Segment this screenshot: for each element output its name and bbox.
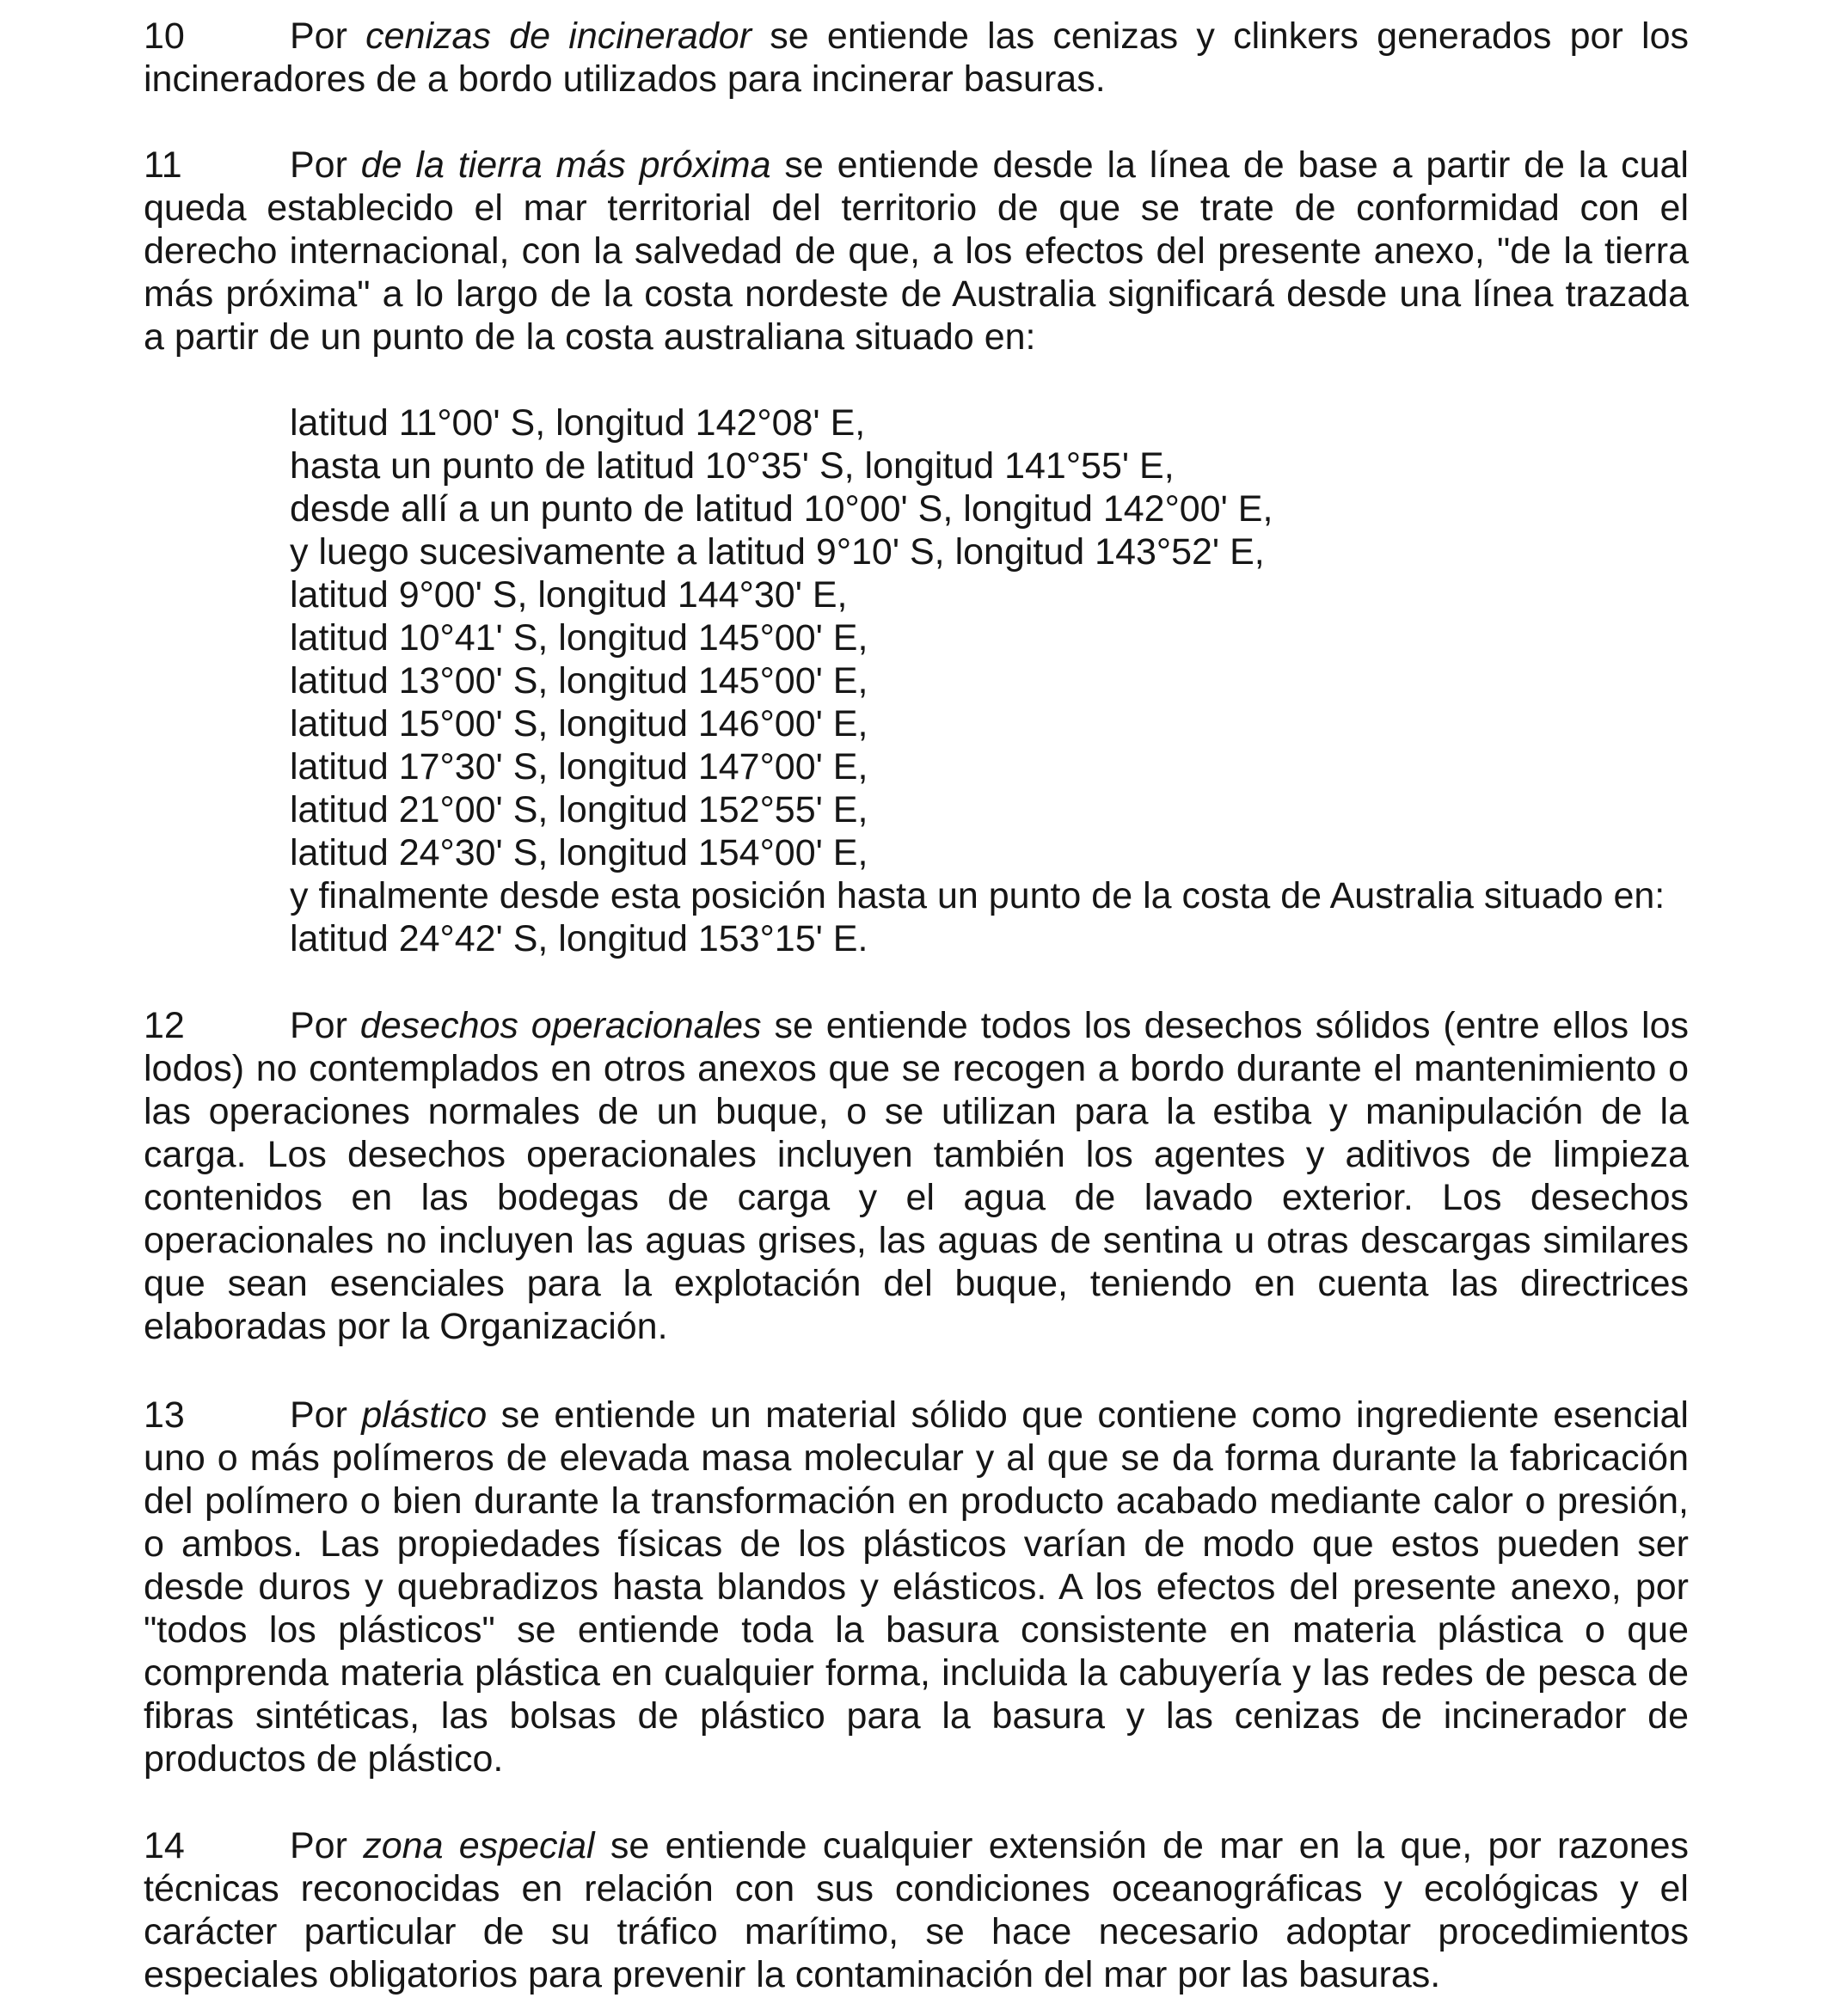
coordinate-line: latitud 21°00' S, longitud 152°55' E, bbox=[290, 789, 868, 830]
coordinate-line: latitud 11°00' S, longitud 142°08' E, bbox=[290, 402, 866, 444]
defined-term: cenizas de incinerador bbox=[365, 15, 752, 57]
paragraph-text bbox=[144, 1394, 1689, 1780]
coordinate-line: hasta un punto de latitud 10°35' S, longitud 141°55' E, bbox=[290, 445, 1175, 487]
coordinate-list bbox=[290, 401, 1700, 960]
coordinate-line: y luego sucesivamente a latitud 9°10' S, longitud 143°52' E, bbox=[290, 531, 1265, 573]
coordinate-line: desde allí a un punto de latitud 10°00' S, longitud 142°00' E, bbox=[290, 488, 1273, 530]
paragraph-lead: Por bbox=[290, 1825, 364, 1866]
paragraph-text bbox=[144, 15, 1689, 101]
coordinate-line: latitud 17°30' S, longitud 147°00' E, bbox=[290, 746, 868, 787]
paragraph-text bbox=[144, 144, 1689, 358]
definition-12 bbox=[144, 1004, 1689, 1348]
coordinate-line: latitud 9°00' S, longitud 144°30' E, bbox=[290, 574, 848, 616]
coordinate-line: latitud 10°41' S, longitud 145°00' E, bbox=[290, 617, 868, 659]
paragraph-number: 11 bbox=[144, 144, 182, 186]
paragraph-body: se entiende desde la línea de base a partir de la cual queda establecido el mar territorial del territorio de que se trate de conformidad con el derecho internacional, con la salvedad de que, a los efectos del presente anexo, "de la tierra más próxima" a lo largo de la costa nordeste de Australia significará desde una línea trazada a partir de un punto de la costa australiana situado en: bbox=[144, 144, 1689, 358]
paragraph-number: 10 bbox=[144, 15, 185, 57]
paragraph-number: 13 bbox=[144, 1394, 185, 1436]
definition-11 bbox=[144, 144, 1689, 358]
defined-term: zona especial bbox=[363, 1825, 595, 1866]
defined-term: de la tierra más próxima bbox=[360, 144, 771, 186]
paragraph-number: 14 bbox=[144, 1825, 185, 1866]
coordinate-line: latitud 24°30' S, longitud 154°00' E, bbox=[290, 832, 868, 873]
coordinate-line: latitud 13°00' S, longitud 145°00' E, bbox=[290, 660, 868, 702]
definition-14 bbox=[144, 1824, 1689, 1996]
coordinate-line: latitud 24°42' S, longitud 153°15' E. bbox=[290, 918, 868, 959]
paragraph-text bbox=[144, 1824, 1689, 1996]
paragraph-body: se entiende todos los desechos sólidos (entre ellos los lodos) no contemplados en otros anexos que se recogen a bordo durante el mantenimiento o las operaciones normales de un buque, o se utilizan para la estiba y manipulación de la carga. Los desechos operacionales incluyen también los agentes y aditivos de limpieza contenidos en las bodegas de carga y el agua de lavado exterior. Los desechos operacionales no incluyen las aguas grises, las aguas de sentina u otras descargas similares que sean esenciales para la explotación del buque, teniendo en cuenta las directrices elaboradas por la Organización. bbox=[144, 1005, 1689, 1347]
definition-10 bbox=[144, 15, 1689, 101]
defined-term: desechos operacionales bbox=[359, 1005, 762, 1046]
paragraph-text bbox=[144, 1004, 1689, 1348]
paragraph-lead: Por bbox=[290, 1005, 360, 1046]
definition-13 bbox=[144, 1394, 1689, 1780]
paragraph-body: se entiende las cenizas y clinkers generados por los incineradores de a bordo utilizados para incinerar basuras. bbox=[144, 15, 1689, 100]
defined-term: plástico bbox=[361, 1394, 488, 1436]
coordinate-line: y finalmente desde esta posición hasta un punto de la costa de Australia situado en: bbox=[290, 875, 1665, 916]
paragraph-lead: Por bbox=[290, 1394, 362, 1436]
paragraph-lead: Por bbox=[290, 144, 361, 186]
paragraph-number: 12 bbox=[144, 1005, 185, 1046]
coordinate-line: latitud 15°00' S, longitud 146°00' E, bbox=[290, 703, 868, 745]
paragraph-lead: Por bbox=[290, 15, 366, 57]
paragraph-body: se entiende un material sólido que contiene como ingrediente esencial uno o más polímeros de elevada masa molecular y al que se da forma durante la fabricación del polímero o bien durante la transformación en producto acabado mediante calor o presión, o ambos. Las propiedades físicas de los plásticos varían de modo que estos pueden ser desde duros y quebradizos hasta blandos y elásticos. A los efectos del presente anexo, por "todos los plásticos" se entiende toda la basura consistente en materia plástica o que comprenda materia plástica en cualquier forma, incluida la cabuyería y las redes de pesca de fibras sintéticas, las bolsas de plástico para la basura y las cenizas de incinerador de productos de plástico. bbox=[144, 1394, 1689, 1780]
paragraph-body: se entiende cualquier extensión de mar en la que, por razones técnicas reconocidas en relación con sus condiciones oceanográficas y ecológicas y el carácter particular de su tráfico marítimo, se hace necesario adoptar procedimientos especiales obligatorios para prevenir la contaminación del mar por las basuras. bbox=[144, 1825, 1689, 1995]
